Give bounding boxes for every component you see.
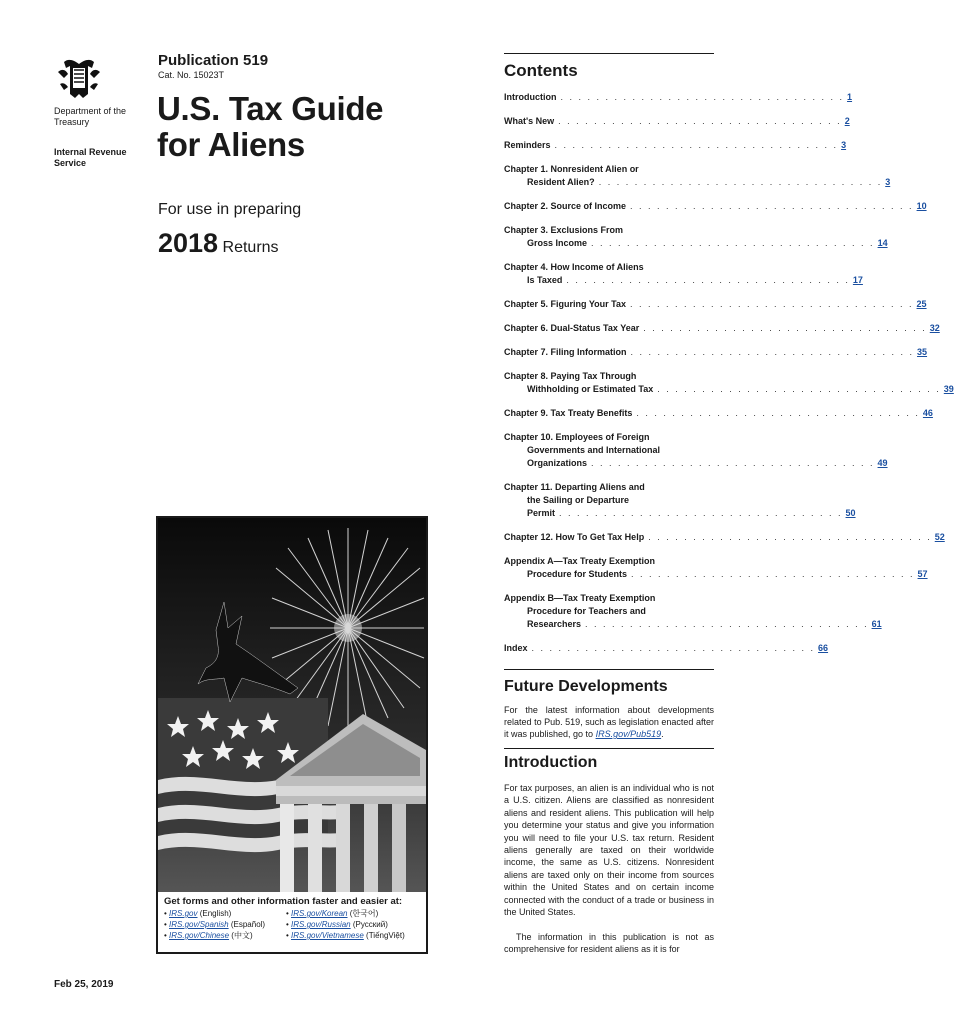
toc-line [504, 619, 882, 632]
get-forms-title: Get forms and other information faster and easier at: [164, 896, 403, 907]
toc-entry[interactable] [504, 201, 927, 214]
toc-leader-dots: . . . . . . . . . . . . . . . . . . . . . . . . . . . . . . . . [598, 177, 883, 187]
toc-leader-dots: . . . . . . . . . . . . . . . . . . . . . . . . . . . . . . . . [560, 92, 845, 102]
toc-leader-dots: . . . . . . . . . . . . . . . . . . . . . . . . . . . . . . . . [591, 238, 875, 248]
toc-leader-dots: . . . . . . . . . . . . . . . . . . . . . . . . . . . . . . . . [648, 532, 932, 542]
toc-label: Researchers [527, 619, 582, 629]
toc-line [504, 201, 927, 214]
toc-page-link[interactable]: 39 [943, 384, 954, 394]
toc-label: Appendix B—Tax Treaty Exemption [504, 593, 656, 603]
language-label: (한국어) [349, 909, 379, 918]
toc-entry[interactable] [504, 482, 856, 521]
toc-page-link[interactable]: 46 [922, 408, 933, 418]
toc-entry[interactable] [504, 643, 829, 656]
toc-label: Chapter 7. Filing Information [504, 347, 627, 357]
toc-line [504, 238, 888, 251]
toc-line [504, 593, 714, 606]
irs-link[interactable]: IRS.gov/Vietnamese [291, 931, 364, 940]
toc-entry[interactable] [504, 299, 927, 312]
get-forms-link-item: • IRS.gov/Korean (한국어) [286, 909, 379, 918]
toc-leader-dots: . . . . . . . . . . . . . . . . . . . . . . . . . . . . . . . . [585, 619, 869, 629]
toc-leader-dots: . . . . . . . . . . . . . . . . . . . . . . . . . . . . . . . . [554, 140, 839, 150]
toc-leader-dots: . . . . . . . . . . . . . . . . . . . . . . . . . . . . . . . . [531, 643, 816, 653]
toc-line [504, 164, 714, 177]
toc-label: Chapter 3. Exclusions From [504, 225, 624, 235]
introduction-paragraph-1: For tax purposes, an alien is an individual who is not a U.S. citizen. Aliens are classified as nonresident aliens and resident aliens. This publication will help you determine your status and give you information you will need to file your U.S. tax return. Resident aliens generally are taxed on their worldwide income, the same as U.S. citizens. Nonresident aliens are taxed only on their income from sources within the United States and on certain income connected with the conduct of a trade or business in the United States. [504, 783, 714, 918]
toc-label: Chapter 6. Dual-Status Tax Year [504, 323, 640, 333]
pub519-link[interactable]: IRS.gov/Pub519 [595, 729, 662, 739]
irs-link[interactable]: IRS.gov/Russian [291, 920, 351, 929]
toc-leader-dots: . . . . . . . . . . . . . . . . . . . . . . . . . . . . . . . . [657, 384, 941, 394]
toc-entry[interactable] [504, 347, 928, 360]
cover-image [156, 516, 428, 954]
toc-line [504, 177, 891, 190]
divider [504, 748, 714, 749]
toc-entry[interactable] [504, 408, 933, 421]
toc-line [504, 116, 850, 129]
toc-label: Permit [527, 508, 556, 518]
toc-leader-dots: . . . . . . . . . . . . . . . . . . . . . . . . . . . . . . . . [630, 299, 914, 309]
toc-entry[interactable] [504, 432, 888, 471]
toc-page-link[interactable]: 17 [852, 275, 863, 285]
toc-entry[interactable] [504, 593, 882, 632]
toc-label: Chapter 10. Employees of Foreign [504, 432, 650, 442]
contents-heading: Contents [504, 61, 578, 80]
toc-label: Governments and International [527, 445, 661, 455]
toc-line [504, 606, 714, 619]
toc-page-link[interactable]: 49 [877, 458, 888, 468]
irs-eagle-logo [54, 54, 104, 104]
toc-label: Reminders [504, 140, 551, 150]
toc-label: Organizations [527, 458, 588, 468]
divider [504, 53, 714, 54]
tax-year-line [158, 228, 279, 259]
toc-label: Index [504, 643, 528, 653]
introduction-heading: Introduction [504, 754, 598, 771]
toc-label: Appendix A—Tax Treaty Exemption [504, 556, 656, 566]
toc-leader-dots: . . . . . . . . . . . . . . . . . . . . . . . . . . . . . . . . [630, 347, 915, 357]
toc-page-link[interactable]: 61 [871, 619, 882, 629]
language-label: (English) [199, 909, 232, 918]
toc-line [504, 495, 714, 508]
toc-leader-dots: . . . . . . . . . . . . . . . . . . . . . . . . . . . . . . . . [566, 275, 850, 285]
toc-line [504, 643, 829, 656]
get-forms-link-item: • IRS.gov/Chinese (中文) [164, 931, 253, 940]
language-label: (中文) [231, 931, 253, 940]
toc-label: Chapter 12. How To Get Tax Help [504, 532, 645, 542]
toc-page-link[interactable]: 52 [934, 532, 945, 542]
toc-entry[interactable] [504, 556, 928, 582]
publication-date: Feb 25, 2019 [54, 979, 114, 990]
toc-leader-dots: . . . . . . . . . . . . . . . . . . . . . . . . . . . . . . . . [636, 408, 920, 418]
title-line-1: U.S. Tax Guide [157, 90, 384, 127]
toc-leader-dots: . . . . . . . . . . . . . . . . . . . . . . . . . . . . . . . . [631, 569, 915, 579]
page-title [157, 91, 457, 163]
toc-page-link[interactable]: 14 [877, 238, 888, 248]
language-label: (TiếngViệt) [366, 931, 405, 940]
toc-line [504, 275, 863, 288]
get-forms-box [158, 892, 426, 952]
returns-label: Returns [222, 239, 279, 256]
toc-page-link[interactable]: 50 [845, 508, 856, 518]
toc-label: Chapter 2. Source of Income [504, 201, 627, 211]
toc-line [504, 432, 714, 445]
toc-entry[interactable] [504, 532, 945, 545]
toc-label: the Sailing or Departure [527, 495, 630, 505]
toc-entry[interactable] [504, 323, 940, 336]
toc-label: Procedure for Students [527, 569, 628, 579]
toc-label: Chapter 4. How Income of Aliens [504, 262, 644, 272]
catalog-number: Cat. No. 15023T [158, 70, 225, 80]
toc-page-link[interactable]: 35 [917, 347, 928, 357]
irs-link[interactable]: IRS.gov/Chinese [169, 931, 230, 940]
toc-label: Withholding or Estimated Tax [527, 384, 654, 394]
toc-label: Resident Alien? [527, 177, 595, 187]
get-forms-link-item: • IRS.gov (English) [164, 909, 232, 918]
toc-page-link[interactable]: 1 [847, 92, 853, 102]
toc-leader-dots: . . . . . . . . . . . . . . . . . . . . . . . . . . . . . . . . [558, 116, 842, 126]
toc-line [504, 371, 714, 384]
toc-label: What's New [504, 116, 555, 126]
future-developments-heading: Future Developments [504, 678, 668, 695]
toc-line [504, 299, 927, 312]
language-label: (Pусский) [352, 920, 388, 929]
toc-label: Chapter 1. Nonresident Alien or [504, 164, 639, 174]
for-use-text: For use in preparing [158, 201, 302, 218]
irs-link[interactable]: IRS.gov/Spanish [169, 920, 229, 929]
toc-line [504, 92, 853, 105]
department-name: Department of the Treasury [54, 106, 127, 127]
toc-label: Introduction [504, 92, 557, 102]
future-developments-text [504, 704, 714, 740]
cover-illustration [158, 518, 426, 892]
toc-entry[interactable] [504, 116, 850, 129]
toc-label: Chapter 5. Figuring Your Tax [504, 299, 627, 309]
toc-leader-dots: . . . . . . . . . . . . . . . . . . . . . . . . . . . . . . . . [559, 508, 843, 518]
toc-label: Chapter 8. Paying Tax Through [504, 371, 637, 381]
toc-line [504, 347, 928, 360]
toc-label: Is Taxed [527, 275, 563, 285]
toc-page-link[interactable]: 57 [917, 569, 928, 579]
toc-page-link[interactable]: 10 [916, 201, 927, 211]
service-name: Internal Revenue Service [54, 147, 127, 168]
language-label: (Español) [230, 920, 266, 929]
toc-label: Gross Income [527, 238, 588, 248]
toc-line [504, 445, 714, 458]
get-forms-link-item: • IRS.gov/Russian (Pусский) [286, 920, 388, 929]
tax-year: 2018 [158, 228, 219, 258]
future-end: . [661, 729, 664, 739]
toc-entry[interactable] [504, 262, 863, 288]
toc-line [504, 458, 888, 471]
toc-line [504, 532, 945, 545]
toc-leader-dots: . . . . . . . . . . . . . . . . . . . . . . . . . . . . . . . . [591, 458, 875, 468]
toc-line [504, 384, 954, 397]
toc-line [504, 556, 714, 569]
toc-page-link[interactable]: 3 [841, 140, 847, 150]
irs-link[interactable]: IRS.gov [169, 909, 198, 918]
toc-entry[interactable] [504, 140, 847, 153]
toc-entry[interactable] [504, 164, 891, 190]
toc-label: Chapter 11. Departing Aliens and [504, 482, 645, 492]
get-forms-link-item: • IRS.gov/Spanish (Español) [164, 920, 266, 929]
toc-line [504, 482, 714, 495]
publication-number: Publication 519 [158, 52, 269, 69]
toc-line [504, 408, 933, 421]
toc-line [504, 508, 856, 521]
toc-line [504, 262, 714, 275]
title-line-2: for Aliens [157, 126, 305, 163]
toc-line [504, 323, 940, 336]
toc-page-link[interactable]: 66 [818, 643, 829, 653]
toc-line [504, 569, 928, 582]
toc-page-link[interactable]: 32 [929, 323, 940, 333]
toc-leader-dots: . . . . . . . . . . . . . . . . . . . . . . . . . . . . . . . . [630, 201, 914, 211]
irs-link[interactable]: IRS.gov/Korean [291, 909, 348, 918]
toc-line [504, 225, 714, 238]
toc-label: Procedure for Teachers and [527, 606, 646, 616]
future-text: For the latest information about developments related to Pub. 519, such as legislation enacted after it was published, go to [504, 705, 714, 739]
toc-entry[interactable] [504, 92, 853, 105]
table-of-contents [504, 92, 954, 667]
toc-entry[interactable] [504, 225, 888, 251]
toc-leader-dots: . . . . . . . . . . . . . . . . . . . . . . . . . . . . . . . . [643, 323, 927, 333]
toc-entry[interactable] [504, 371, 954, 397]
toc-page-link[interactable]: 3 [885, 177, 891, 187]
introduction-paragraph-2: The information in this publication is not as comprehensive for resident aliens as it is for [504, 932, 714, 955]
toc-line [504, 140, 847, 153]
toc-label: Chapter 9. Tax Treaty Benefits [504, 408, 633, 418]
get-forms-links [164, 908, 420, 941]
toc-page-link[interactable]: 25 [916, 299, 927, 309]
get-forms-link-item: • IRS.gov/Vietnamese (TiếngViệt) [286, 931, 405, 940]
toc-page-link[interactable]: 2 [844, 116, 850, 126]
divider [504, 669, 714, 670]
